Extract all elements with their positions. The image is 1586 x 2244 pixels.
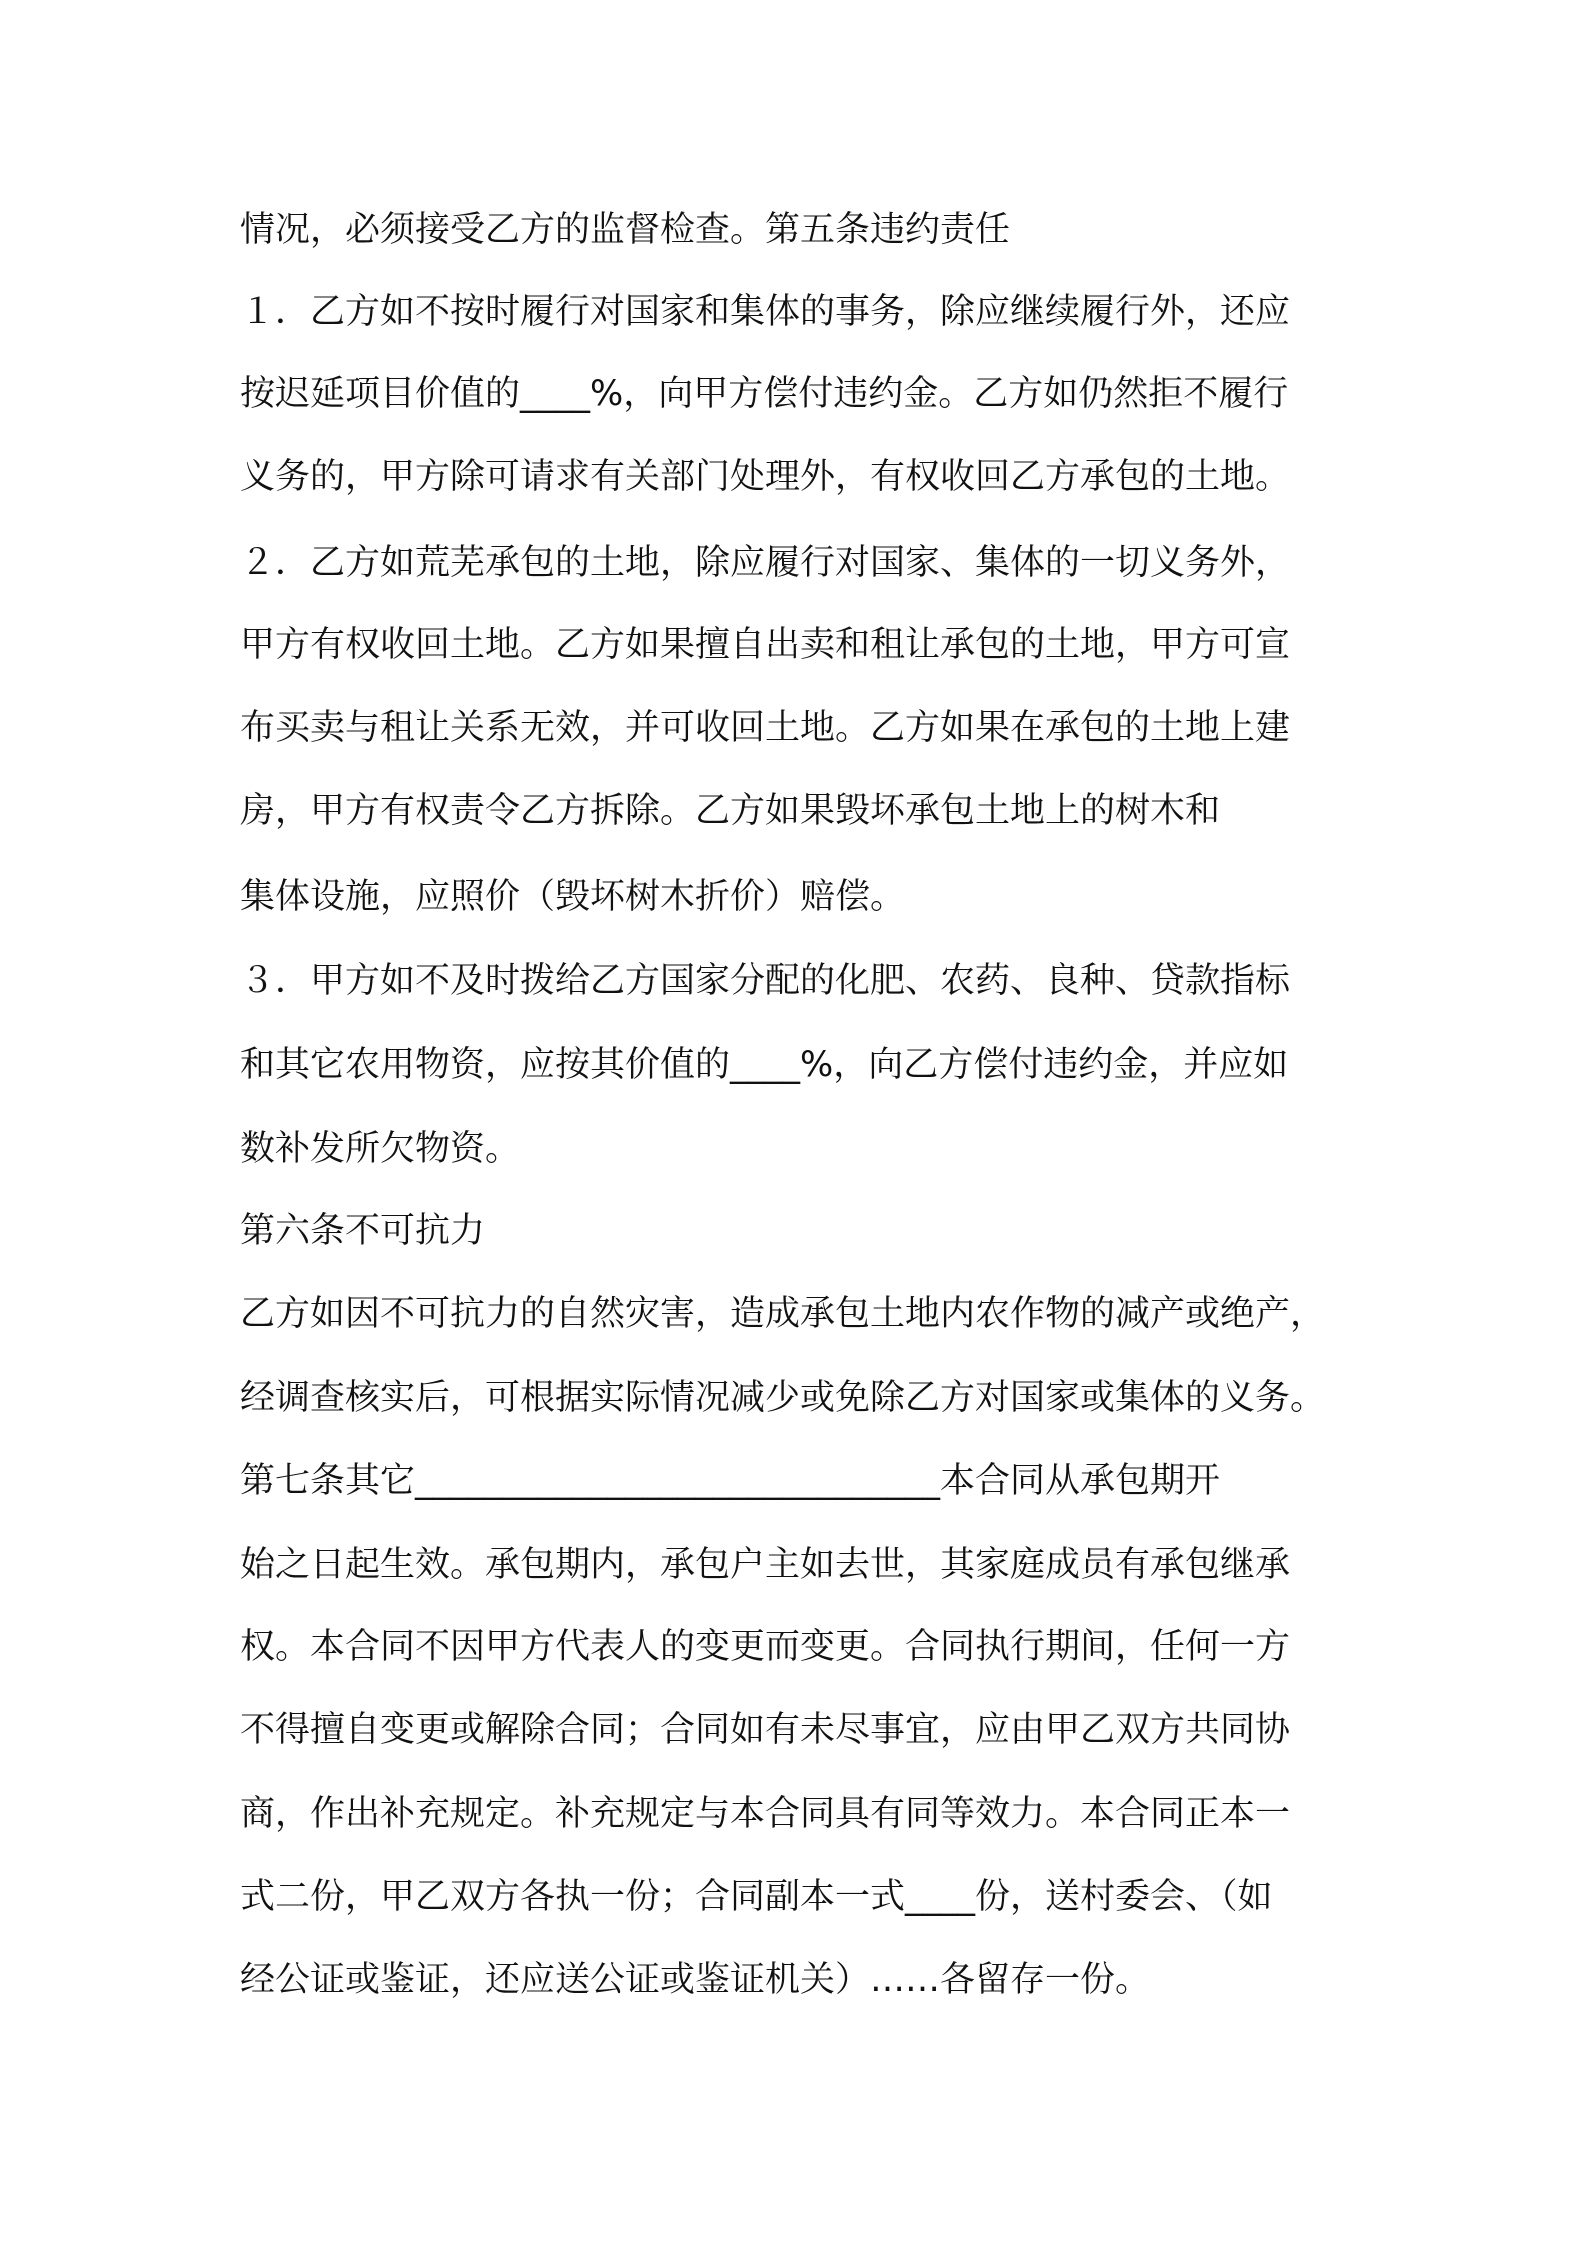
text-line: 不得擅自变更或解除合同；合同如有未尽事宜，应由甲乙双方共同协 bbox=[240, 1710, 1291, 1750]
text-line: ２．乙方如荒芜承包的土地，除应履行对国家、集体的一切义务外， bbox=[240, 543, 1291, 583]
text-line: 第七条其它______________________________本合同从承包期开 bbox=[240, 1461, 1221, 1501]
text-line: 和其它农用物资，应按其价值的____%，向乙方偿付违约金，并应如 bbox=[240, 1045, 1289, 1085]
text-line: 式二份，甲乙双方各执一份；合同副本一式____份，送村委会、（如 bbox=[240, 1877, 1273, 1917]
text-line: 经公证或鉴证，还应送公证或鉴证机关）……各留存一份。 bbox=[240, 1960, 1151, 2000]
text-line: １．乙方如不按时履行对国家和集体的事务，除应继续履行外，还应 bbox=[240, 292, 1291, 332]
section-heading: 第六条不可抗力 bbox=[240, 1211, 486, 1251]
text-line: 房，甲方有权责令乙方拆除。乙方如果毁坏承包土地上的树木和 bbox=[240, 791, 1221, 831]
text-line: 按迟延项目价值的____%，向甲方偿付违约金。乙方如仍然拒不履行 bbox=[240, 374, 1289, 414]
text-line: 集体设施，应照价（毁坏树木折价）赔偿。 bbox=[240, 877, 906, 917]
text-line: 数补发所欠物资。 bbox=[240, 1129, 521, 1169]
text-line: 权。本合同不因甲方代表人的变更而变更。合同执行期间，任何一方 bbox=[240, 1627, 1291, 1667]
text-line: ３．甲方如不及时拨给乙方国家分配的化肥、农药、良种、贷款指标 bbox=[240, 961, 1291, 1001]
text-line: 布买卖与租让关系无效，并可收回土地。乙方如果在承包的土地上建 bbox=[240, 708, 1291, 748]
text-line: 始之日起生效。承包期内，承包户主如去世，其家庭成员有承包继承 bbox=[240, 1545, 1291, 1585]
text-line: 义务的，甲方除可请求有关部门处理外，有权收回乙方承包的土地。 bbox=[240, 457, 1291, 497]
text-line: 乙方如因不可抗力的自然灾害，造成承包土地内农作物的减产或绝产， bbox=[240, 1294, 1326, 1334]
text-line: 情况，必须接受乙方的监督检查。第五条违约责任 bbox=[240, 210, 1011, 250]
text-line: 商，作出补充规定。补充规定与本合同具有同等效力。本合同正本一 bbox=[240, 1794, 1291, 1834]
text-line: 甲方有权收回土地。乙方如果擅自出卖和租让承包的土地，甲方可宣 bbox=[240, 625, 1291, 665]
text-line: 经调查核实后，可根据实际情况减少或免除乙方对国家或集体的义务。 bbox=[240, 1378, 1326, 1418]
